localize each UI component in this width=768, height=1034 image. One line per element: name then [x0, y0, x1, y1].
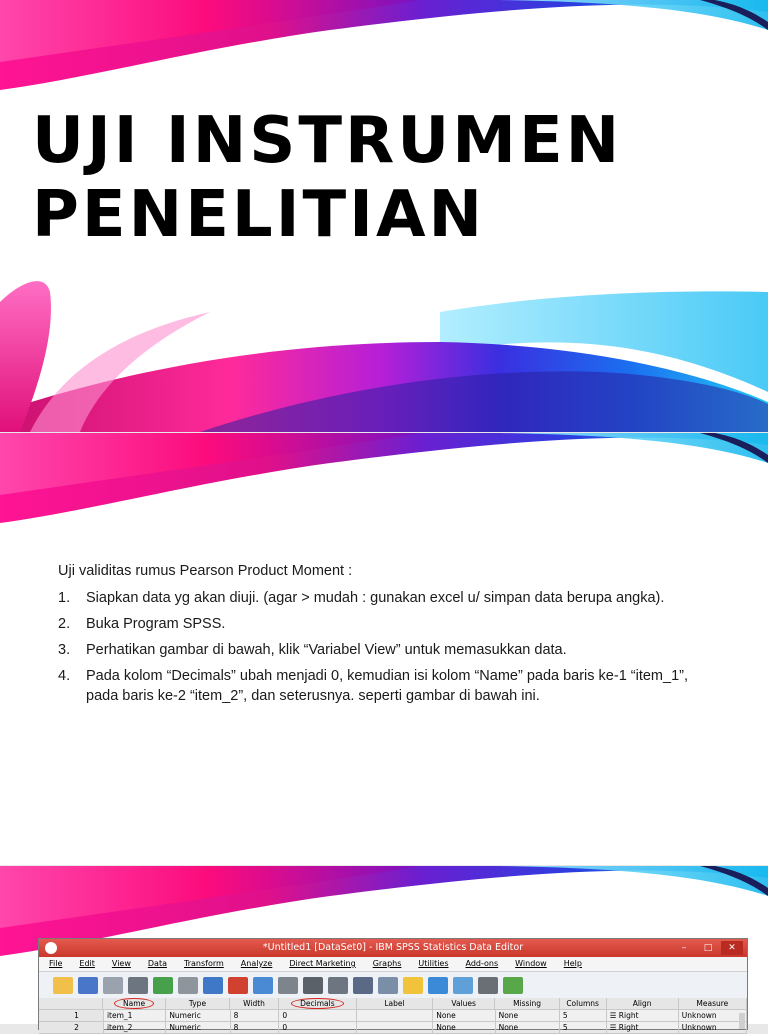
header-name[interactable] — [103, 998, 165, 1009]
menu-file[interactable]: File — [49, 959, 63, 968]
window-titlebar — [39, 939, 747, 957]
menu-edit[interactable]: Edit — [79, 959, 95, 968]
step-text: Siapkan data yg akan diuji. (agar > mudah : gunakan excel u/ simpan data berupa angka). — [86, 590, 665, 606]
toolbar — [39, 972, 747, 998]
goto-case-icon[interactable] — [203, 977, 223, 994]
cell-label[interactable] — [357, 1010, 433, 1021]
step-number: 4. — [58, 668, 71, 684]
cell-measure[interactable]: Unknown — [679, 1010, 747, 1021]
menu-graphs[interactable]: Graphs — [372, 959, 402, 968]
vertical-scrollbar[interactable] — [739, 1013, 745, 1029]
use-sets-icon[interactable] — [453, 977, 473, 994]
insert-cases-icon[interactable] — [303, 977, 323, 994]
menu-bar — [39, 957, 747, 972]
screenshot-slide — [0, 866, 768, 1032]
cell-label[interactable] — [357, 1022, 433, 1033]
step-number: 1. — [58, 590, 71, 606]
header-measure[interactable]: Measure — [679, 998, 747, 1009]
title-line-1: UJI INSTRUMEN — [32, 104, 623, 178]
align-value: Right — [618, 1023, 639, 1032]
menu-utilities[interactable]: Utilities — [418, 959, 449, 968]
table-row — [39, 1010, 747, 1022]
row-number[interactable]: 2 — [39, 1022, 104, 1033]
menu-help[interactable]: Help — [563, 959, 582, 968]
cell-type[interactable]: Numeric — [166, 1022, 230, 1033]
dialog-recall-icon[interactable] — [128, 977, 148, 994]
cell-decimals[interactable]: 0 — [279, 1022, 357, 1033]
spss-app-icon — [45, 942, 57, 954]
weight-cases-icon[interactable] — [378, 977, 398, 994]
cell-columns[interactable]: 5 — [560, 1022, 607, 1033]
minimize-button[interactable]: – — [681, 943, 687, 953]
goto-variable-icon[interactable] — [228, 977, 248, 994]
menu-transform[interactable]: Transform — [183, 959, 224, 968]
menu-window[interactable]: Window — [515, 959, 547, 968]
header-align[interactable]: Align — [607, 998, 679, 1009]
cell-width[interactable]: 8 — [231, 1010, 280, 1021]
title-line-2: PENELITIAN — [32, 178, 486, 252]
cell-decimals[interactable]: 0 — [279, 1010, 357, 1021]
menu-view[interactable]: View — [111, 959, 131, 968]
bottom-wave-decoration — [0, 272, 768, 432]
cell-align[interactable]: ☰ Right — [607, 1010, 679, 1021]
step-number: 3. — [58, 642, 71, 658]
table-row — [39, 1022, 747, 1034]
cell-missing[interactable]: None — [496, 1022, 560, 1033]
intro-text: Uji validitas rumus Pearson Product Moment : — [58, 563, 353, 579]
list-item — [58, 666, 718, 706]
align-value: Right — [618, 1011, 639, 1020]
slide-title — [32, 104, 622, 252]
steps-list — [58, 588, 718, 706]
header-decimals[interactable] — [279, 998, 357, 1009]
show-all-variables-icon[interactable] — [478, 977, 498, 994]
menu-analyze[interactable]: Analyze — [240, 959, 273, 968]
cell-name[interactable]: item_1 — [104, 1010, 166, 1021]
grid-header-row — [39, 998, 747, 1010]
cell-measure[interactable]: Unknown — [679, 1022, 747, 1033]
content-slide — [0, 433, 768, 865]
step-number: 2. — [58, 616, 71, 632]
header-label[interactable]: Label — [357, 998, 433, 1009]
undo-icon[interactable] — [153, 977, 173, 994]
print-icon[interactable] — [103, 977, 123, 994]
cell-values[interactable]: None — [433, 1022, 495, 1033]
redo-icon[interactable] — [178, 977, 198, 994]
list-item — [58, 640, 718, 660]
window-title: *Untitled1 [DataSet0] - IBM SPSS Statistics Data Editor — [262, 942, 524, 953]
find-icon[interactable] — [278, 977, 298, 994]
cell-columns[interactable]: 5 — [560, 1010, 607, 1021]
spss-data-editor-screenshot — [38, 938, 748, 1030]
value-labels-icon[interactable] — [428, 977, 448, 994]
menu-direct-marketing[interactable]: Direct Marketing — [289, 959, 356, 968]
step-text: Perhatikan gambar di bawah, klik “Variabel View” untuk memasukkan data. — [86, 642, 567, 658]
top-wave-decoration — [0, 433, 768, 528]
maximize-button[interactable]: □ — [703, 943, 713, 953]
menu-add-ons[interactable]: Add-ons — [465, 959, 499, 968]
open-folder-icon[interactable] — [53, 977, 73, 994]
close-button[interactable]: ✕ — [721, 941, 743, 955]
save-icon[interactable] — [78, 977, 98, 994]
window-controls — [673, 941, 743, 955]
header-corner — [39, 998, 103, 1009]
cell-width[interactable]: 8 — [231, 1022, 280, 1033]
list-item — [58, 614, 718, 634]
top-wave-decoration — [0, 0, 768, 95]
title-slide — [0, 0, 768, 432]
name-highlight-circle: Name — [114, 998, 154, 1009]
cell-type[interactable]: Numeric — [166, 1010, 230, 1021]
header-missing[interactable]: Missing — [495, 998, 559, 1009]
header-values[interactable]: Values — [433, 998, 495, 1009]
insert-variable-icon[interactable] — [328, 977, 348, 994]
header-width[interactable]: Width — [230, 998, 279, 1009]
split-file-icon[interactable] — [353, 977, 373, 994]
decimals-highlight-circle: Decimals — [291, 998, 344, 1009]
header-columns[interactable]: Columns — [560, 998, 607, 1009]
step-text: Buka Program SPSS. — [86, 616, 226, 632]
cell-missing[interactable]: None — [496, 1010, 560, 1021]
variable-view-grid — [39, 998, 747, 1034]
step-text: Pada kolom “Decimals” ubah menjadi 0, kemudian isi kolom “Name” pada baris ke-1 “item_1”, pada baris ke-2 “item_2”, dan seterusnya. seperti gambar di bawah ini. — [86, 668, 688, 704]
row-number[interactable]: 1 — [39, 1010, 104, 1021]
variables-icon[interactable] — [253, 977, 273, 994]
cell-name[interactable]: item_2 — [104, 1022, 166, 1033]
cell-align[interactable]: ☰ Right — [607, 1022, 679, 1033]
spell-check-icon[interactable] — [503, 977, 523, 994]
menu-data[interactable]: Data — [147, 959, 167, 968]
instructions-text — [58, 561, 718, 712]
cell-values[interactable]: None — [433, 1010, 495, 1021]
header-type[interactable]: Type — [166, 998, 230, 1009]
list-item — [58, 588, 718, 608]
select-cases-icon[interactable] — [403, 977, 423, 994]
